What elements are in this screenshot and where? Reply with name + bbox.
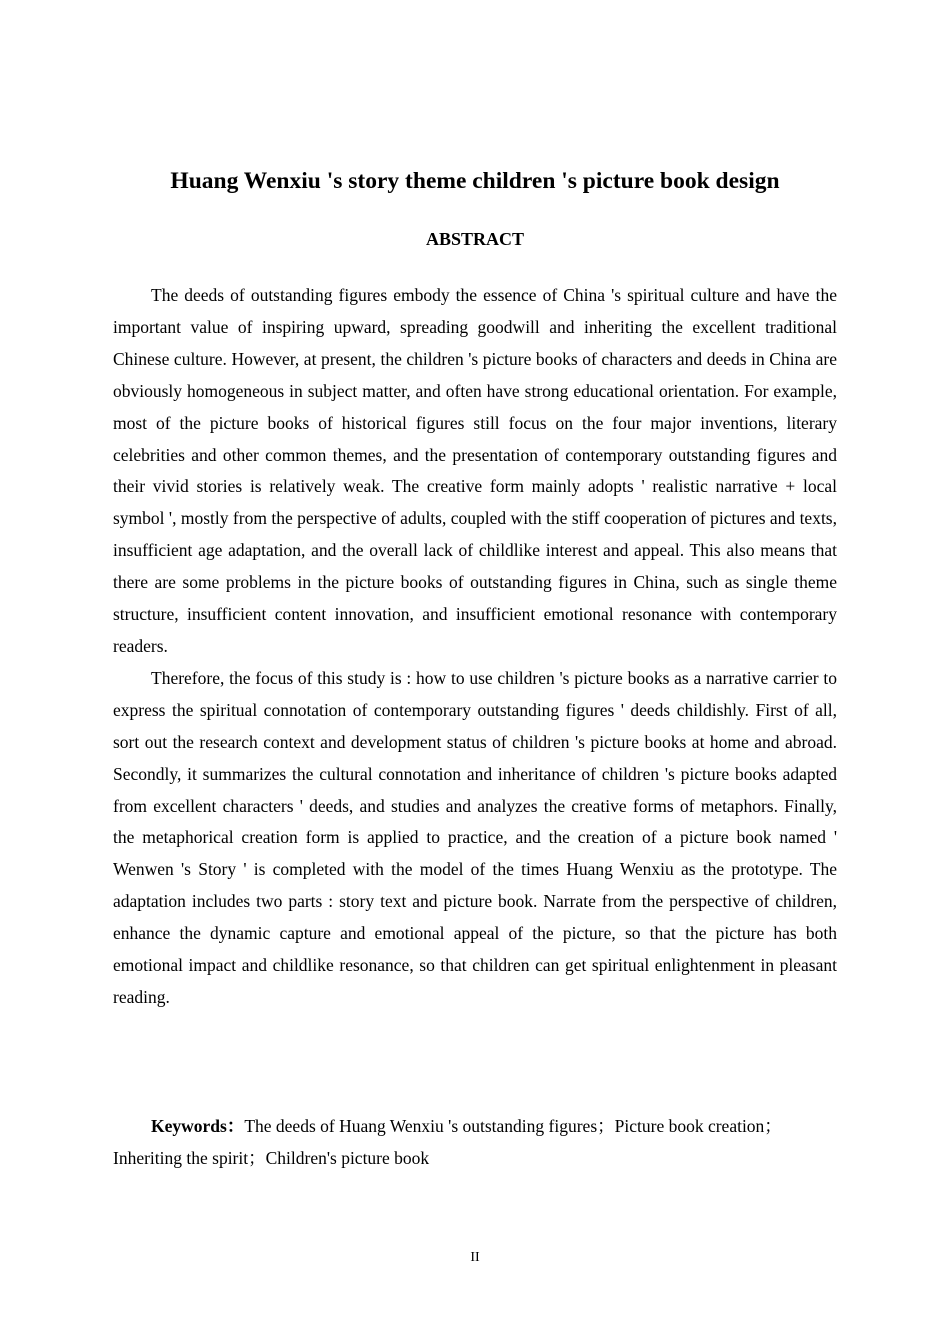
abstract-body <box>113 280 837 1014</box>
abstract-heading: ABSTRACT <box>425 229 525 249</box>
keywords-line <box>113 1110 837 1174</box>
document-title: Huang Wenxiu 's story theme children 's picture book design <box>170 168 780 194</box>
page-number: II <box>470 1250 480 1265</box>
keywords-text: The deeds of Huang Wenxiu 's outstanding figures；Picture book creation；Inheriting the spirit；Children's picture book <box>113 1116 782 1168</box>
abstract-paragraph-2: Therefore, the focus of this study is : how to use children 's picture books as a narrative carrier to express the spiritual connotation of contemporary outstanding figures ' deeds childishly. First of all, sort out the research context and development status of children 's picture books at home and abroad. Secondly, it summarizes the cultural connotation and inheritance of children 's picture books adapted from excellent characters ' deeds, and studies and analyzes the creative forms of metaphors. Finally, the metaphorical creation form is applied to practice, and the creation of a picture book named ' Wenwen 's Story ' is completed with the model of the times Huang Wenxiu as the prototype. The adaptation includes two parts : story text and picture book. Narrate from the perspective of children, enhance the dynamic capture and emotional appeal of the picture, so that the picture has both emotional impact and childlike resonance, so that children can get spiritual enlightenment in pleasant reading. <box>113 667 837 1007</box>
keywords-label: Keywords： <box>151 1116 245 1136</box>
abstract-paragraph-1: The deeds of outstanding figures embody the essence of China 's spiritual culture and have the important value of inspiring upward, spreading goodwill and inheriting the excellent traditional Chinese culture. However, at present, the children 's picture books of characters and deeds in China are obviously homogeneous in subject matter, and often have strong educational orientation. For example, most of the picture books of historical figures still focus on the four major inventions, literary celebrities and other common themes, and the presentation of contemporary outstanding figures and their vivid stories is relatively weak. The creative form mainly adopts ' realistic narrative + local symbol ', mostly from the perspective of adults, coupled with the stiff cooperation of pictures and texts, insufficient age adaptation, and the overall lack of childlike interest and appeal. This also means that there are some problems in the picture books of outstanding figures in China, such as single theme structure, insufficient content innovation, and insufficient emotional resonance with contemporary readers. <box>113 285 837 656</box>
